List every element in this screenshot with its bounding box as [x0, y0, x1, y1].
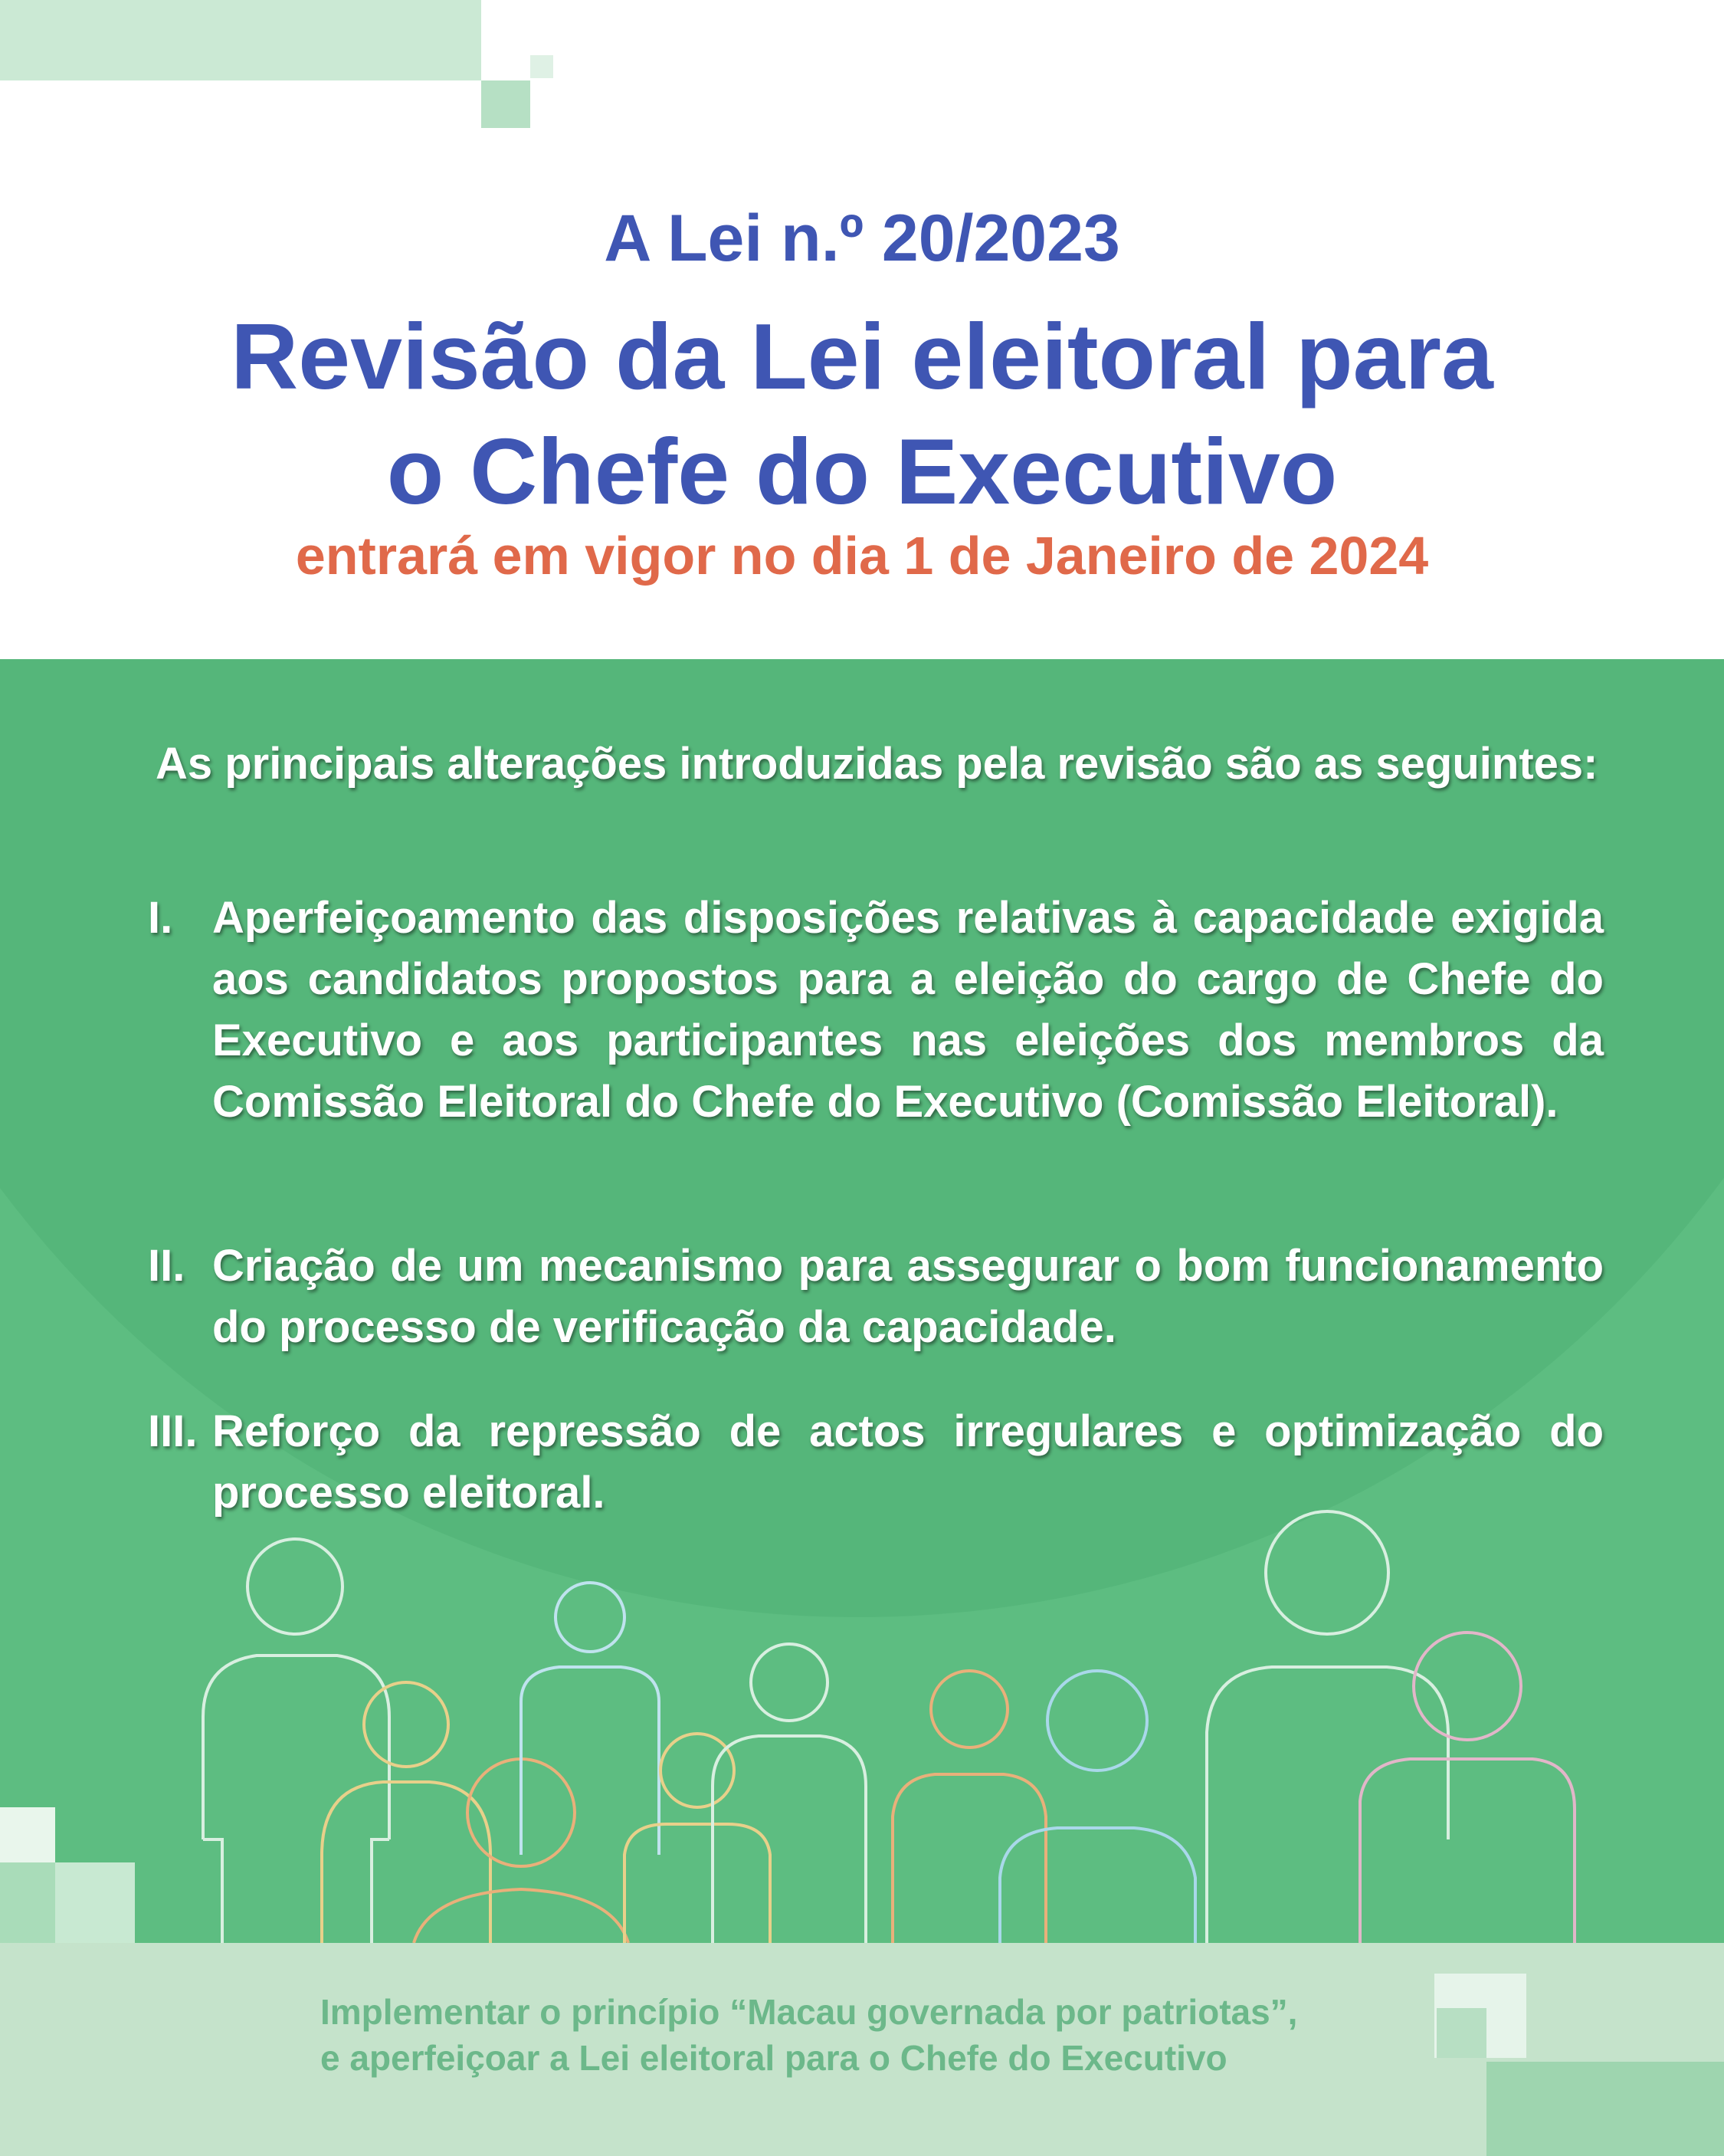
item-text: Reforço da repressão de actos irregulares e optimização do processo eleitoral. — [212, 1406, 1604, 1518]
footer-line-2: e aperfeiçoar a Lei eleitoral para o Chefe do Executivo — [320, 2038, 1227, 2078]
decorative-block — [0, 0, 481, 80]
list-item — [148, 1236, 1604, 1358]
list-item — [148, 888, 1604, 1133]
law-number: A Lei n.º 20/2023 — [604, 202, 1120, 275]
item-number: I. — [148, 893, 173, 943]
footer-slogan — [320, 1989, 1470, 2081]
decorative-block — [481, 80, 530, 128]
footer-line-1: Implementar o princípio “Macau governada por patriotas”, — [320, 1992, 1298, 2032]
decorative-block — [0, 1862, 55, 1943]
item-text: Aperfeiçoamento das disposições relativas à capacidade exigida aos candidatos propostos para a eleição do cargo de Chefe do Executivo e aos participantes nas eleições dos membros da Comissão Eleitoral do Chefe do Executivo (Comissão Eleitoral). — [212, 893, 1604, 1127]
item-text: Criação de um mecanismo para assegurar o bom funcionamento do processo de verificação da capacidade. — [212, 1241, 1604, 1352]
decorative-block — [55, 1862, 135, 1943]
list-item — [148, 1401, 1604, 1524]
decorative-block — [1486, 2062, 1724, 2156]
title-line-2: o Chefe do Executivo — [386, 419, 1338, 523]
title-line-1: Revisão da Lei eleitoral para — [231, 304, 1493, 409]
decorative-block — [530, 55, 553, 78]
item-number: III. — [148, 1406, 198, 1456]
decorative-block — [0, 1807, 55, 1862]
item-number: II. — [148, 1241, 185, 1291]
effective-date: entrará em vigor no dia 1 de Janeiro de 2024 — [295, 526, 1429, 586]
page-title — [0, 299, 1724, 529]
intro-text: As principais alterações introduzidas pela revisão são as seguintes: — [156, 739, 1598, 789]
